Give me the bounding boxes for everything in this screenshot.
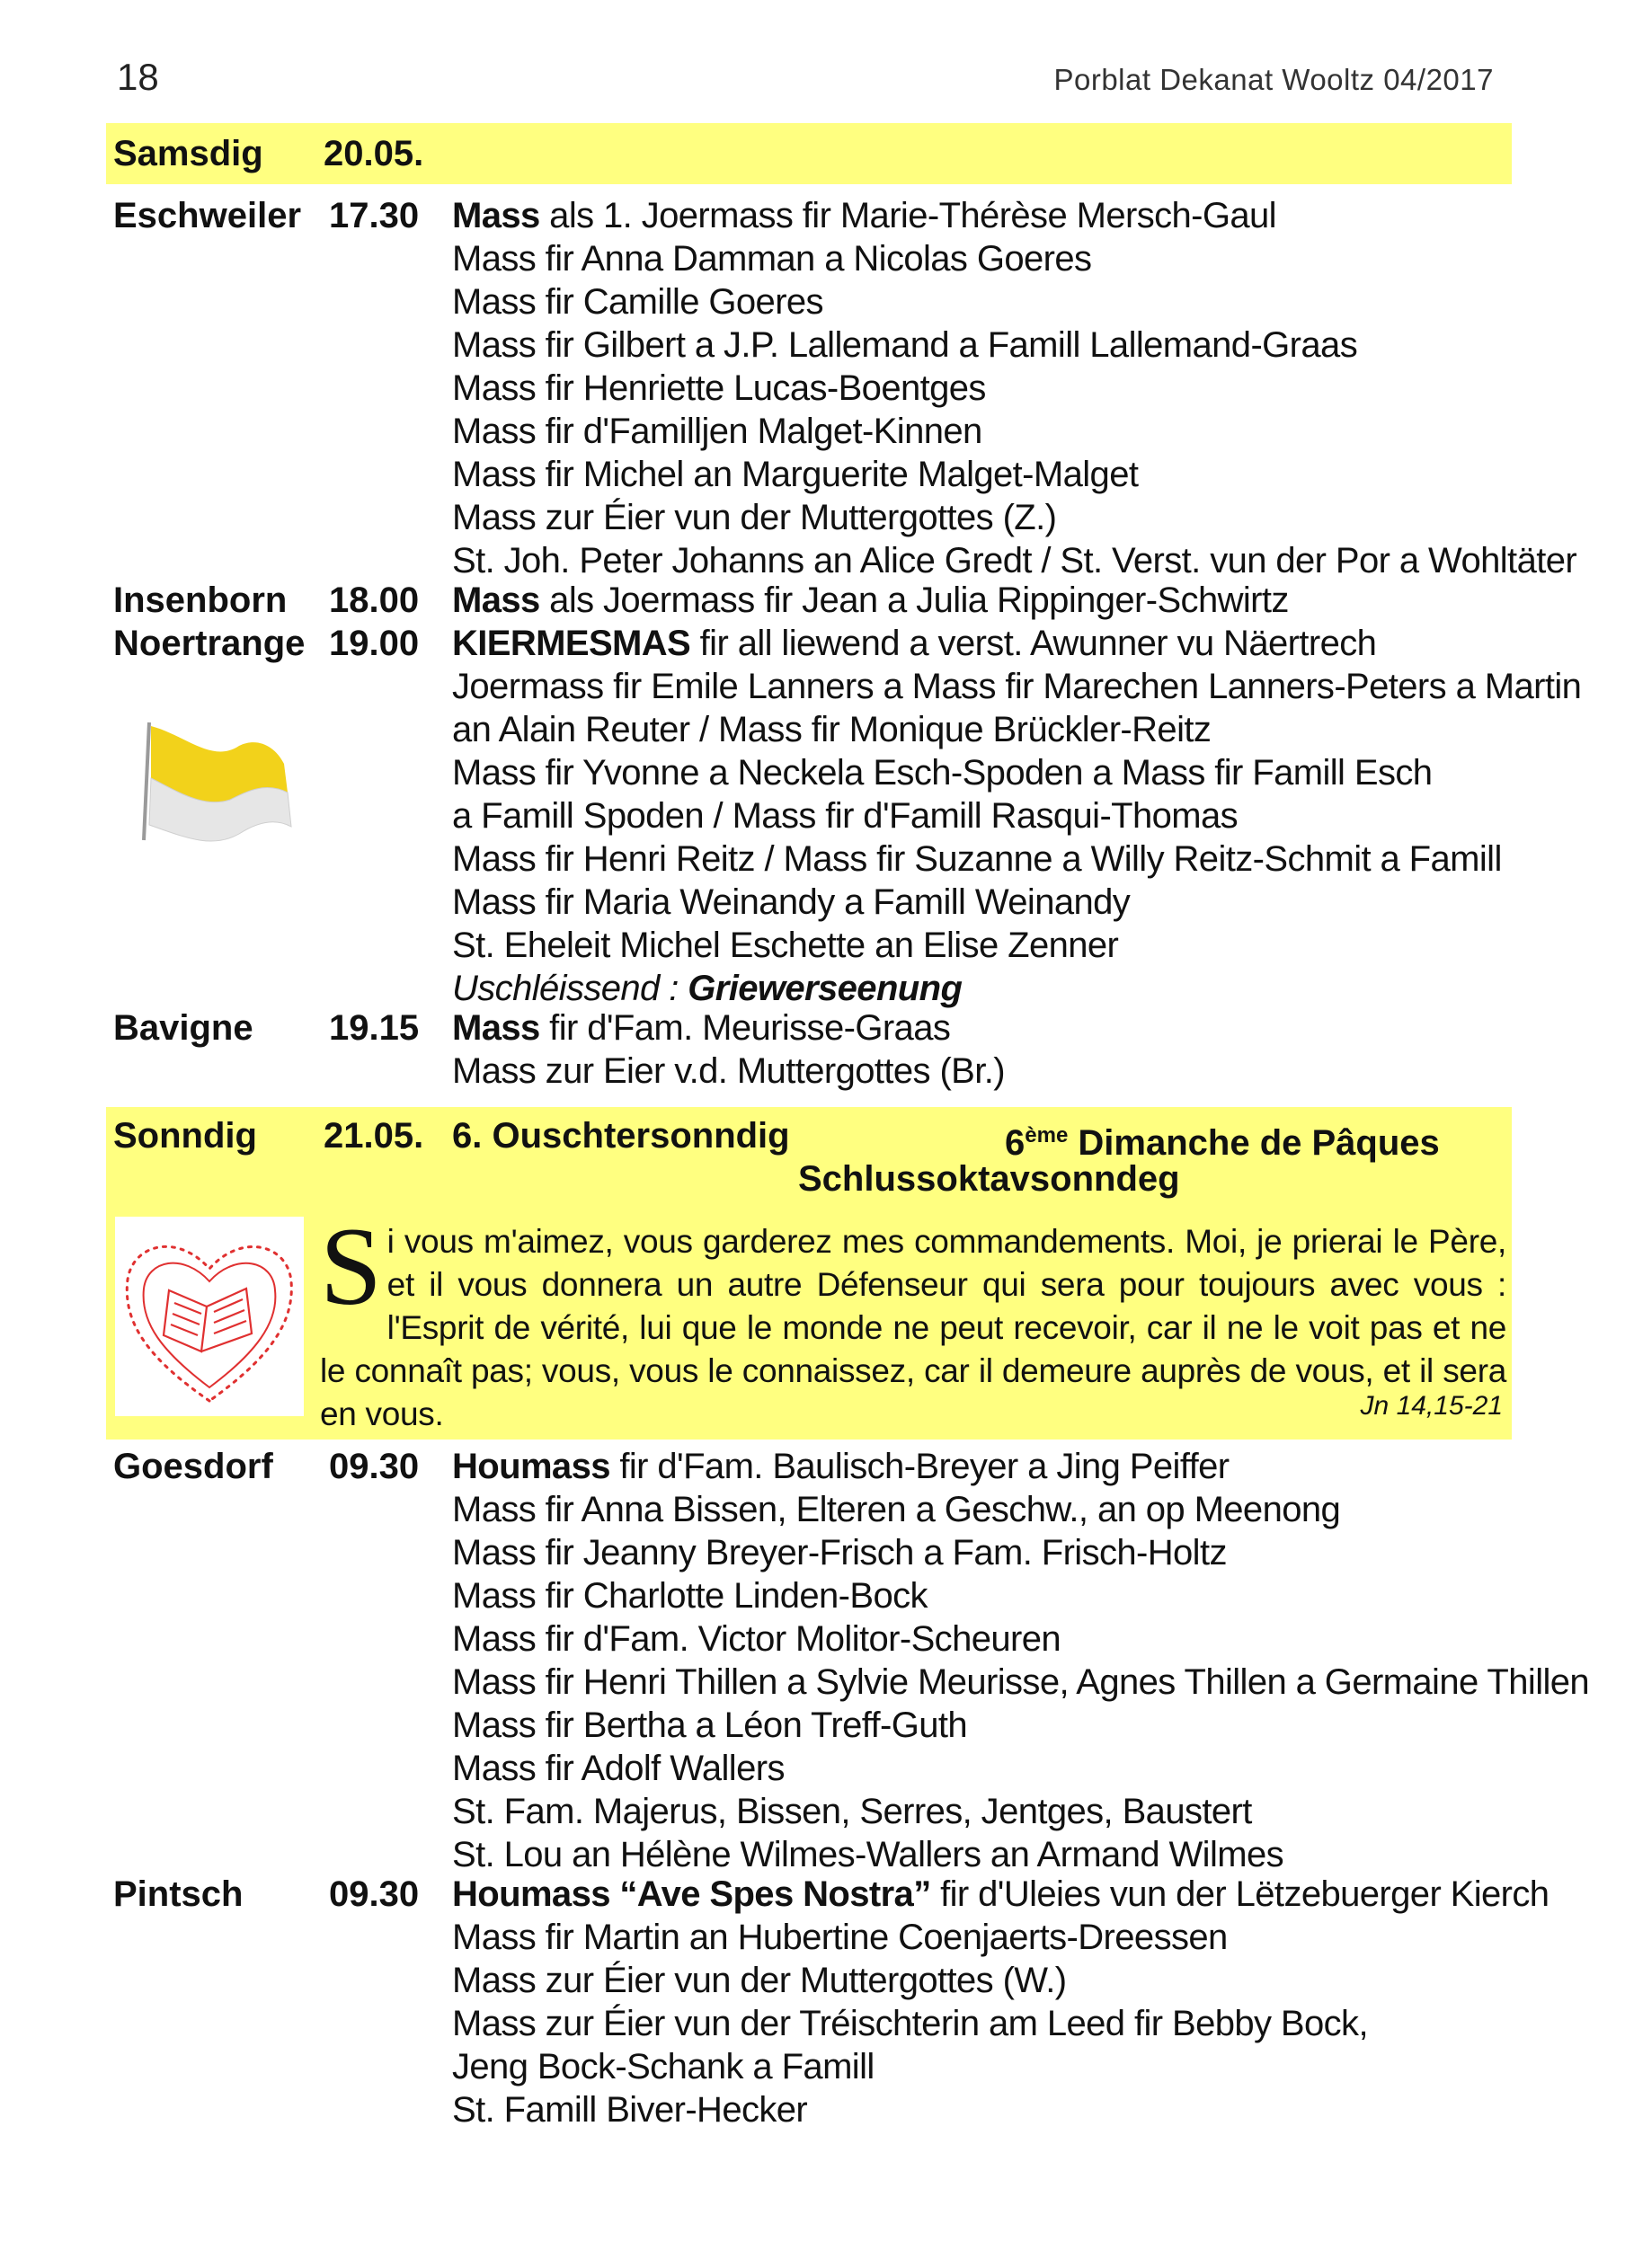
intention-line: Mass fir d'Fam. Victor Molitor-Scheuren [452,1619,1061,1659]
intention-line: Mass fir Adolf Wallers [452,1749,785,1788]
mass-time: 09.30 [329,1874,420,1914]
intention-line: St. Famill Biver-Hecker [452,2090,808,2130]
intention-line: Mass fir Henri Thillen a Sylvie Meurisse, Agnes Thillen a Germaine Thillen [452,1662,1590,1702]
sunday-subtitle: Schlussoktavsonndeg [798,1159,1180,1199]
intention-line: Mass fir Jeanny Breyer-Frisch a Fam. Frisch-Holtz [452,1533,1227,1573]
intention-line: Houmass “Ave Spes Nostra” fir d'Uleies vun der Lëtzebuerger Kierch [452,1874,1550,1914]
intention-line: Mass als 1. Joermass fir Marie-Thérèse Mersch-Gaul [452,196,1276,235]
place-name: Insenborn [113,580,288,621]
sunday-day-label: Sonndig [113,1116,257,1156]
intention-line: St. Eheleit Michel Eschette an Elise Zenner [452,926,1119,965]
place-name: Noertrange [113,624,306,663]
intention-line: a Famill Spoden / Mass fir d'Famill Rasqui-Thomas [452,796,1239,836]
place-name: Bavigne [113,1008,253,1049]
intention-line: an Alain Reuter / Mass fir Monique Brückler-Reitz [452,710,1212,749]
intentions-list [452,194,1576,582]
intention-line: Mass fir Camille Goeres [452,282,823,322]
intentions-list [452,1445,1589,1876]
intentions-list [452,1873,1549,2131]
intention-line: Mass fir Martin an Hubertine Coenjaerts-Dreessen [452,1918,1228,1957]
intention-line: St. Lou an Hélène Wilmes-Wallers an Armand Wilmes [452,1835,1283,1874]
sunday-title-fr: 6ème Dimanche de Pâques [1005,1123,1440,1163]
intention-line: Mass fir Anna Bissen, Elteren a Geschw., an op Meenong [452,1490,1341,1529]
intention-line: Mass zur Éier vun der Muttergottes (W.) [452,1961,1067,2000]
heart-book-icon [115,1217,304,1416]
intention-line: Mass fir d'Fam. Meurisse-Graas [452,1008,951,1049]
place-name: Eschweiler [113,196,302,235]
intention-line: Mass zur Éier vun der Muttergottes (Z.) [452,498,1057,537]
mass-time: 17.30 [329,196,420,235]
sunday-date: 21.05. [324,1116,424,1156]
intentions-list [452,1006,1005,1093]
intention-line: Uschléissend : Griewerseenung [452,969,963,1008]
intentions-list [452,579,1289,622]
place-name: Goesdorf [113,1447,273,1486]
publication-header: Porblat Dekanat Wooltz 04/2017 [1053,63,1494,96]
intention-line: Mass fir Maria Weinandy a Famill Weinandy [452,882,1131,922]
intention-line: Mass fir Michel an Marguerite Malget-Malget [452,455,1139,494]
intention-line: Mass als Joermass fir Jean a Julia Rippinger-Schwirtz [452,580,1289,621]
saturday-date: 20.05. [324,134,424,173]
gospel-quote [320,1205,1506,1436]
intention-line: Mass fir Bertha a Léon Treff-Guth [452,1705,968,1745]
mass-time: 19.15 [329,1008,420,1049]
intention-line: Mass zur Éier vun der Tréischterin am Leed fir Bebby Bock, [452,2004,1368,2043]
saturday-highlight-band [106,123,1512,184]
intention-line: St. Fam. Majerus, Bissen, Serres, Jentges, Baustert [452,1792,1252,1831]
mass-time: 18.00 [329,580,420,621]
quote-dropcap: S [320,1205,382,1328]
mass-time: 19.00 [329,624,420,663]
page-number: 18 [117,56,159,98]
intentions-list [452,622,1581,1010]
intention-line: Joermass fir Emile Lanners a Mass fir Marechen Lanners-Peters a Martin [452,667,1582,706]
intention-line: KIERMESMAS fir all liewend a verst. Awunner vu Näertrech [452,624,1377,663]
intention-line: Jeng Bock-Schank a Famill [452,2047,875,2086]
intention-line: Mass fir Yvonne a Neckela Esch-Spoden a Mass fir Famill Esch [452,753,1433,793]
quote-reference: Jn 14,15-21 [1360,1391,1503,1421]
sunday-title: 6. Ouschtersonndig [452,1116,790,1156]
quote-text: i vous m'aimez, vous garderez mes commandements. Moi, je prierai le Père, et il vous donnera un autre Défenseur qui sera pour toujours avec vous : l'Esprit de vérité, lui que le monde ne peut recevoir, car il ne le voit pas et ne le connaît pas; vous, vous le connaissez, car il demeure auprès de vous, et il sera en vous. [320,1223,1506,1432]
place-name: Pintsch [113,1874,244,1914]
papal-flag-icon [104,719,302,863]
intention-line: Mass fir Gilbert a J.P. Lallemand a Famill Lallemand-Graas [452,325,1358,365]
intention-line: Houmass fir d'Fam. Baulisch-Breyer a Jing Peiffer [452,1447,1230,1486]
intention-line: St. Joh. Peter Johanns an Alice Gredt / St. Verst. vun der Por a Wohltäter [452,541,1577,580]
intention-line: Mass zur Eier v.d. Muttergottes (Br.) [452,1051,1006,1092]
intention-line: Mass fir Henriette Lucas-Boentges [452,368,986,408]
intention-line: Mass fir d'Familljen Malget-Kinnen [452,412,982,451]
saturday-day-label: Samsdig [113,134,263,173]
intention-line: Mass fir Anna Damman a Nicolas Goeres [452,239,1092,279]
intention-line: Mass fir Henri Reitz / Mass fir Suzanne a Willy Reitz-Schmit a Famill [452,839,1502,879]
mass-time: 09.30 [329,1447,420,1486]
intention-line: Mass fir Charlotte Linden-Bock [452,1576,928,1616]
